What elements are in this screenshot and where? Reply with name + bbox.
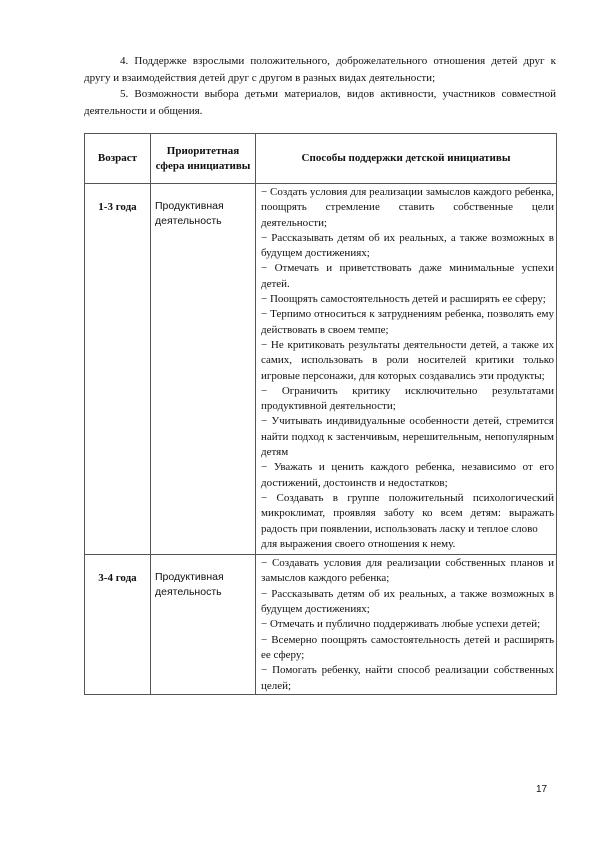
methods-cell	[256, 555, 557, 695]
sphere-cell: Продуктивная деятельность	[151, 184, 256, 555]
method-item: − Создавать условия для реализации собственных планов и замыслов каждого ребенка;	[261, 557, 554, 585]
sphere-cell: Продуктивная деятельность	[151, 555, 256, 695]
table-header-row	[85, 134, 557, 184]
intro-item-4: 4. Поддержке взрослыми положительного, доброжелательного отношения детей друг к другу и взаимодействия детей друг с другом в разных видах деятельности;	[84, 55, 556, 84]
method-item: − Рассказывать детям об их реальных, а также возможных в будущем достижениях;	[261, 587, 554, 616]
page-number: 17	[536, 784, 548, 795]
age-cell: 1-3 года	[85, 184, 151, 555]
age-cell: 3-4 года	[85, 555, 151, 695]
method-item: − Помогать ребенку, найти способ реализации собственных целей;	[261, 664, 554, 692]
method-item: − Уважать и ценить каждого ребенка, независимо от его достижений, достоинств и недостатков;	[261, 461, 554, 489]
intro-text	[84, 53, 556, 119]
method-item: − Создавать в группе положительный психологический микроклимат, проявляя заботу ко всем детям: выражать радость при появлении, использовать ласку и теплое слово	[261, 491, 554, 535]
header-methods: Способы поддержки детской инициативы	[256, 134, 557, 184]
method-item: − Всемерно поощрять самостоятельность детей и расширять ее сферу;	[261, 633, 554, 661]
table-row	[85, 555, 557, 695]
method-item: − Ограничить критику исключительно результатами продуктивной деятельности;	[261, 384, 554, 413]
method-item: − Отмечать и публично поддерживать любые успехи детей;	[261, 618, 541, 631]
method-item: − Терпимо относиться к затруднениям ребенка, позволять ему действовать в своем темпе;	[261, 308, 554, 336]
methods-cell	[256, 184, 557, 555]
initiative-support-table	[84, 133, 557, 695]
header-age: Возраст	[85, 134, 151, 184]
method-item: − Поощрять самостоятельность детей и расширять ее сферу;	[261, 293, 546, 306]
method-item: − Отмечать и приветствовать даже минимальные успехи детей.	[261, 262, 554, 290]
table-row	[85, 184, 557, 555]
method-item: − Рассказывать детям об их реальных, а также возможных в будущем достижениях;	[261, 231, 554, 260]
intro-item-5: 5. Возможности выбора детьми материалов, видов активности, участников совместной деятельности и общения.	[84, 88, 556, 117]
method-item: для выражения своего отношения к нему.	[261, 537, 456, 550]
method-item: − Учитывать индивидуальные особенности детей, стремится найти подход к застенчивым, нерешительным, непопулярным детям	[261, 415, 554, 459]
method-item: − Не критиковать результаты деятельности детей, а также их самих, использовать в роли носителей критики только игровые персонажи, для которых создавались эти продукты;	[261, 338, 554, 382]
method-item: − Создать условия для реализации замыслов каждого ребенка, поощрять стремление ставить собственные цели деятельности;	[261, 186, 554, 229]
header-sphere: Приоритетная сфера инициативы	[151, 134, 256, 184]
